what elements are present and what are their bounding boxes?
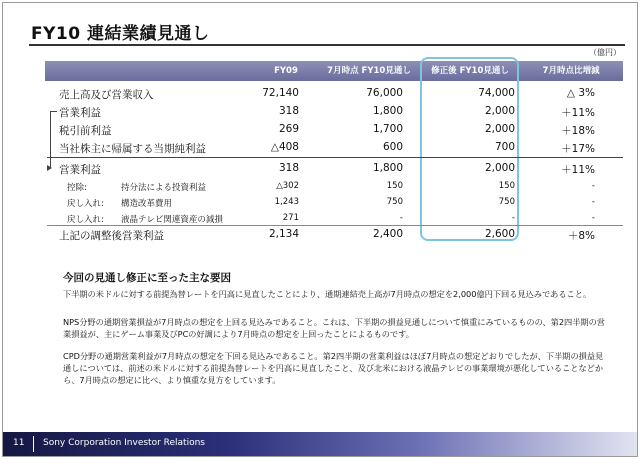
- cell-july: 1,700: [372, 123, 403, 135]
- slide: [2, 2, 638, 457]
- cell-change: -: [591, 197, 595, 207]
- bracket-connector: [50, 111, 51, 168]
- cell-change: △ 3%: [566, 87, 595, 99]
- cell-july: 1,800: [372, 162, 403, 174]
- cell-revised: 74,000: [478, 87, 515, 99]
- cell-fy09: 72,140: [262, 87, 299, 99]
- cell-fy09: △302: [276, 181, 299, 191]
- footer-divider: [33, 436, 34, 452]
- cell-revised: 2,000: [484, 162, 515, 174]
- cell-july: -: [399, 213, 403, 223]
- cell-change: -: [591, 213, 595, 223]
- header-fy09: FY09: [274, 66, 298, 76]
- cell-july: 1,800: [372, 105, 403, 117]
- row-label: 税引前利益: [59, 125, 112, 137]
- row-label: 構造改革費用: [121, 199, 173, 209]
- cell-change: ＋11%: [561, 164, 595, 176]
- page-title: FY10 連結業績見通し: [31, 24, 210, 44]
- cell-july: 2,400: [372, 228, 403, 240]
- row-label: 営業利益: [59, 164, 101, 176]
- cell-july: 750: [386, 197, 403, 207]
- cell-fy09: 269: [278, 123, 299, 135]
- cell-july: 76,000: [366, 87, 403, 99]
- cell-fy09: 318: [278, 105, 299, 117]
- row-label: 当社株主に帰属する当期純利益: [59, 143, 206, 155]
- row-label: 売上高及び営業収入: [59, 89, 154, 101]
- cell-fy09: 2,134: [268, 228, 299, 240]
- reason-paragraph: NPS分野の通期営業損益が7月時点の想定を上回る見込みであること。これは、下半期の損益見通しについて慎重にみているものの、第2四半期の営業損益が、主にゲーム事業及びPCの好調により7月時点の想定を上回ったことによるものです。: [63, 317, 605, 339]
- unit-label: （億円）: [589, 48, 621, 57]
- row-label: 液晶テレビ関連資産の減損: [121, 215, 223, 225]
- cell-july: 600: [382, 141, 403, 153]
- bracket-connector: [50, 111, 57, 112]
- table-divider: [47, 225, 623, 226]
- header-july-forecast: 7月時点 FY10見通し: [327, 66, 411, 76]
- header-revised-forecast: 修正後 FY10見通し: [431, 66, 509, 76]
- cell-july: 150: [386, 181, 403, 191]
- cell-change: ＋8%: [567, 230, 595, 242]
- cell-revised: 2,600: [484, 228, 515, 240]
- reason-paragraph: 下半期の米ドルに対する前提為替レートを円高に見直したことにより、通期連結売上高が7月時点の想定を2,000億円下回る見込みであること。: [63, 289, 592, 299]
- cell-revised: 150: [498, 181, 515, 191]
- cell-fy09: 1,243: [274, 197, 299, 207]
- reason-paragraph: CPD分野の通期営業利益が7月時点の想定を下回る見込みであること。第2四半期の営業利益はほぼ7月時点の想定どおりでしたが、下半期の損益見通しについては、前述の米ドルに対する前提為替レートを円高に見直したこと、及び北米における液晶テレビの事業環境が悪化していることなどから、7月時点の想定に比べ、より慎重な見方をしています。: [63, 351, 604, 385]
- cell-fy09: △408: [270, 141, 299, 153]
- cell-revised: 2,000: [484, 105, 515, 117]
- reasons-heading: 今回の見通し修正に至った主な要因: [63, 272, 231, 284]
- table-divider: [47, 157, 623, 158]
- footer-bar: [3, 432, 638, 456]
- cell-revised: 2,000: [484, 123, 515, 135]
- row-label: 持分法による投資利益: [121, 183, 207, 193]
- row-label: 営業利益: [59, 107, 101, 119]
- footer-company: Sony Corporation Investor Relations: [43, 438, 205, 448]
- row-prefix: 戻し入れ:: [67, 215, 104, 225]
- row-prefix: 控除:: [67, 183, 87, 193]
- title-divider: [29, 44, 625, 46]
- cell-change: ＋18%: [561, 125, 595, 137]
- row-prefix: 戻し入れ:: [67, 199, 104, 209]
- page-number: 11: [13, 438, 25, 448]
- cell-revised: 700: [494, 141, 515, 153]
- row-label: 上記の調整後営業利益: [59, 230, 164, 242]
- cell-change: ＋17%: [561, 143, 595, 155]
- cell-revised: 750: [498, 197, 515, 207]
- table-header: [45, 61, 623, 81]
- cell-fy09: 271: [282, 213, 299, 223]
- arrow-right-icon: [47, 165, 52, 171]
- header-change: 7月時点比増減: [542, 66, 600, 76]
- cell-change: ＋11%: [561, 107, 595, 119]
- cell-revised: -: [511, 213, 515, 223]
- cell-fy09: 318: [278, 162, 299, 174]
- cell-change: -: [591, 181, 595, 191]
